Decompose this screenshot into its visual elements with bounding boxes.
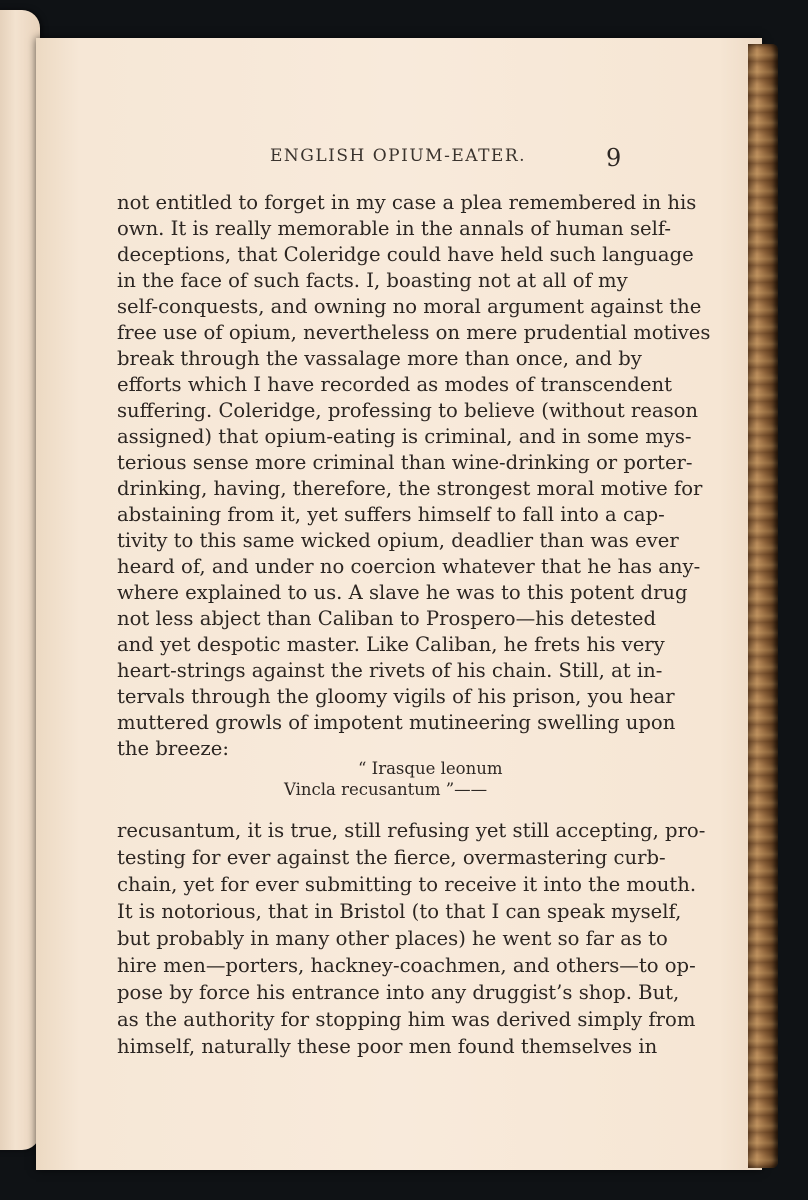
text-line: self-conquests, and owning no moral argument against the <box>117 295 702 318</box>
text-line: heart-strings against the rivets of his chain. Still, at in- <box>117 659 663 682</box>
text-line: in the face of such facts. I, boasting not at all of my <box>117 269 628 292</box>
text-line: not less abject than Caliban to Prospero—his detested <box>117 607 657 630</box>
text-line: abstaining from it, yet suffers himself to fall into a cap- <box>117 503 665 526</box>
text-line: hire men—porters, hackney-coachmen, and others—to op- <box>117 954 696 977</box>
text-line: drinking, having, therefore, the strongest moral motive for <box>117 477 703 500</box>
page-number: 9 <box>606 144 622 172</box>
text-line: own. It is really memorable in the annals of human self- <box>117 217 672 240</box>
previous-page-edge <box>0 10 40 1150</box>
text-line: the breeze: <box>117 737 229 760</box>
text-line: deceptions, that Coleridge could have held such language <box>117 243 694 266</box>
quotation-line: “ Irasque leonum <box>358 759 503 778</box>
running-head: ENGLISH OPIUM-EATER. <box>270 146 527 166</box>
gilt-page-edge <box>748 44 778 1168</box>
text-line: pose by force his entrance into any druggist’s shop. But, <box>117 981 680 1004</box>
text-line: himself, naturally these poor men found themselves in <box>117 1035 658 1058</box>
text-line: tervals through the gloomy vigils of his prison, you hear <box>117 685 675 708</box>
text-line: muttered growls of impotent mutineering swelling upon <box>117 711 676 734</box>
text-line: tivity to this same wicked opium, deadlier than was ever <box>117 529 679 552</box>
text-line: free use of opium, nevertheless on mere prudential motives <box>117 321 711 344</box>
text-line: heard of, and under no coercion whatever that he has any- <box>117 555 701 578</box>
quotation-line: Vincla recusantum ”—— <box>284 780 488 799</box>
text-line: testing for ever against the fierce, overmastering curb- <box>117 846 666 869</box>
text-line: but probably in many other places) he went so far as to <box>117 927 668 950</box>
text-line: and yet despotic master. Like Caliban, he frets his very <box>117 633 665 656</box>
text-line: efforts which I have recorded as modes of transcendent <box>117 373 672 396</box>
text-line: suffering. Coleridge, professing to believe (without reason <box>117 399 699 422</box>
text-line: break through the vassalage more than once, and by <box>117 347 642 370</box>
text-line: where explained to us. A slave he was to this potent drug <box>117 581 688 604</box>
text-line: as the authority for stopping him was derived simply from <box>117 1008 696 1031</box>
text-line: not entitled to forget in my case a plea remembered in his <box>117 191 697 214</box>
text-line: It is notorious, that in Bristol (to that I can speak myself, <box>117 900 682 923</box>
text-line: terious sense more criminal than wine-drinking or porter- <box>117 451 693 474</box>
text-line: recusantum, it is true, still refusing yet still accepting, pro- <box>117 819 706 842</box>
text-line: assigned) that opium-eating is criminal, and in some mys- <box>117 425 692 448</box>
text-line: chain, yet for ever submitting to receive it into the mouth. <box>117 873 697 896</box>
